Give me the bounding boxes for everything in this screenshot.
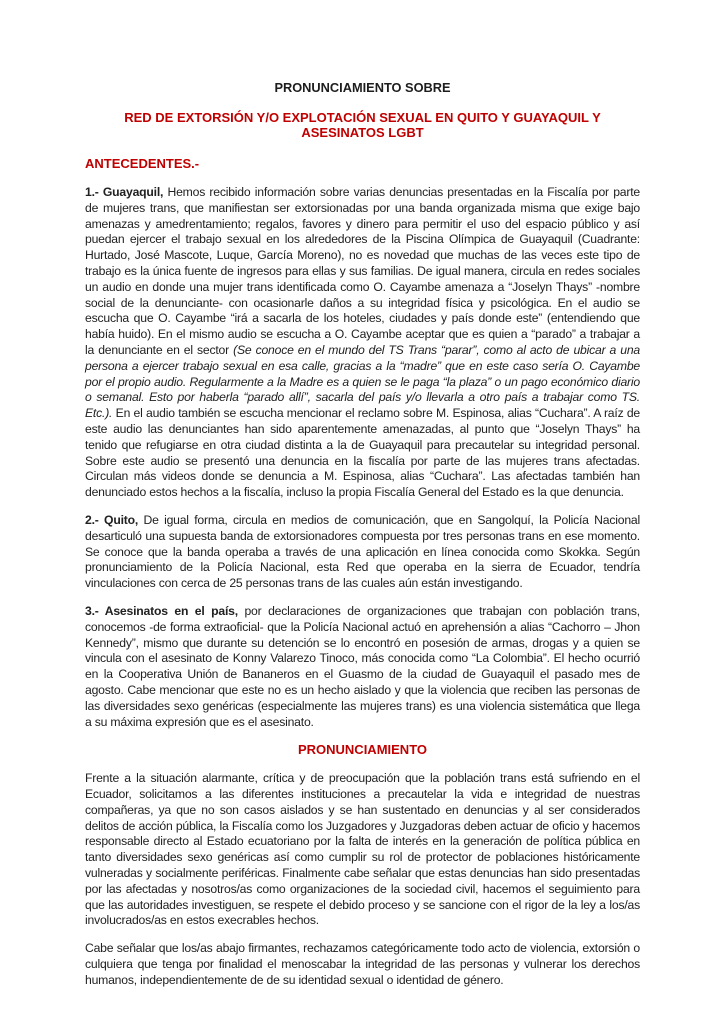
paragraph-4-pronunciamiento: Frente a la situación alarmante, crítica y de preocupación que la población trans está sufriendo en el Ecuador, solicitamos a las diferentes instituciones a precautelar la vida e integridad de nuestras compañeras, ya que no son casos aislados y se han sustentado en denuncias y al ser considerados delitos de acción pública, la Fiscalía como los Juzgadores y Juzgadoras deben actuar de oficio y hacemos responsable directo al Estado ecuatoriano por la falta de interés en la generación de política pública en tanto diversidades sexo genéricas así como cumplir su rol de protector de poblaciones históricamente vulneradas y socialmente periféricas. Finalmente cabe señalar que estas denuncias han sido presentadas por las afectadas y nosotros/as como organizaciones de la sociedad civil, hacemos el seguimiento para que las autoridades investiguen, se respete el debido proceso y se sancione con el rigor de la ley a los/as involucrados/as en estos execrables hechos.	[85, 771, 640, 928]
paragraph-1-italic-note: (Se conoce en el mundo del TS Trans “parar”, como al acto de ubicar a una persona a ejercer trabajo sexual en esa calle, gracias a la “madre” que en este caso sería O. Cayambe por el propio audio. Regularmente a la Madre es a quien se le paga “la plaza” o un pago económico diario o semanal. Esto por haberla “parado allí”, sacarla del país y/o llevarla a otro país a trabajar como TS. Etc.).	[85, 342, 640, 421]
paragraph-1-text: Hemos recibido información sobre varias denuncias presentadas en la Fiscalía por parte de mujeres trans, que manifiestan ser extorsionadas por una banda organizada misma que exige bajo amenazas y amedrentamiento; regalos, favores y dinero para permitir el uso del espacio público y así puedan ejercer el trabajo sexual en los alrededores de la Piscina Olímpica de Guayaquil (Cuadrante: Hurtado, José Mascote, Luque, García Moreno), no es novedad que muchas de las veces este tipo de trabajo es la única fuente de ingresos para ellas y sus familias. De igual manera, circula en redes sociales un audio en donde una mujer trans identificada como O. Cayambe amenaza a “Joselyn Thays” -nombre social de la denunciante- con ocasionarle daños a su integridad física y psicológica. En el audio se escucha que O. Cayambe “irá a sacarla de los hoteles, ciudades y país donde este” (entendiendo que había huido). En el mismo audio se escucha a O. Cayambe aceptar que es quien a “parado” a trabajar a la denunciante en el sector	[85, 185, 640, 357]
paragraph-2-quito	[85, 513, 640, 592]
section-heading-pronunciamiento: PRONUNCIAMIENTO	[297, 742, 428, 758]
paragraph-1-guayaquil	[85, 185, 640, 501]
paragraph-3-lead: 3.- Asesinatos en el país,	[85, 603, 245, 618]
paragraph-5-closing: Cabe señalar que los/as abajo firmantes, rechazamos categóricamente todo acto de violencia, extorsión o culquiera que tenga por finalidad el menoscabar la integridad de las personas y vulnerar los derechos humanos, independientemente de de su identidad sexual o identidad de género.	[85, 941, 640, 987]
document-subtitle: RED DE EXTORSIÓN Y/O EXPLOTACIÓN SEXUAL EN QUITO Y GUAYAQUIL Y ASESINATOS LGBT	[124, 110, 601, 140]
paragraph-1-text-continued: En el audio también se escucha mencionar el reclamo sobre M. Espinosa, alias “Cuchara”. A raíz de este audio las denunciantes han sido aparentemente amenazadas, al punto que “Joselyn Thays” ha tenido que refugiarse en otra ciudad distinta a la de Guayaquil para precautelar su integridad personal. Sobre este audio se presentó una denuncia en la fiscalía por parte de las mujeres trans afectadas. Circulan más videos donde se denuncia a M. Espinosa, alias “Cuchara”. Las afectadas también han denunciado estos hechos a la fiscalía, incluso la propia Fiscalía General del Estado es la que denuncia.	[85, 406, 640, 500]
paragraph-2-lead: 2.- Quito,	[85, 512, 144, 527]
section-heading-antecedentes: ANTECEDENTES.-	[85, 156, 200, 171]
paragraph-3-text: por declaraciones de organizaciones que trabajan con población trans, conocemos -de forma extraoficial- que la Policía Nacional actuó en aprehensión a alias “Cachorro – Jhon Kennedy”, mismo que durante su detención se lo encontró en posesión de armas, drogas y a quien se vincula con el asesinato de Konny Valarezo Tinoco, más conocida como “La Colombia”. El hecho ocurrió en la Cooperativa Unión de Bananeros en el Guasmo de la ciudad de Guayaquil el pasado mes de agosto. Cabe mencionar que este no es un hecho aislado y que la violencia que reciben las personas de las diversidades sexo genéricas (especialmente las mujeres trans) es una violencia sistemática que llega a su máxima expresión que es el asesinato.	[85, 603, 640, 729]
paragraph-3-asesinatos	[85, 604, 640, 730]
paragraph-2-text: De igual forma, circula en medios de comunicación, que en Sangolquí, la Policía Nacional desarticuló una supuesta banda de extorsionadores compuesta por tres personas trans en ese momento. Se conoce que la banda operaba a través de una aplicación en línea conocida como Skokka. Según pronunciamiento de la Policía Nacional, esta Red que operaba en la sierra de Ecuador, tendría vinculaciones con cerca de 25 personas trans de las cuales aún están investigando.	[85, 512, 640, 591]
document-title: PRONUNCIAMIENTO SOBRE	[274, 80, 451, 95]
paragraph-1-lead: 1.- Guayaquil,	[85, 185, 168, 199]
